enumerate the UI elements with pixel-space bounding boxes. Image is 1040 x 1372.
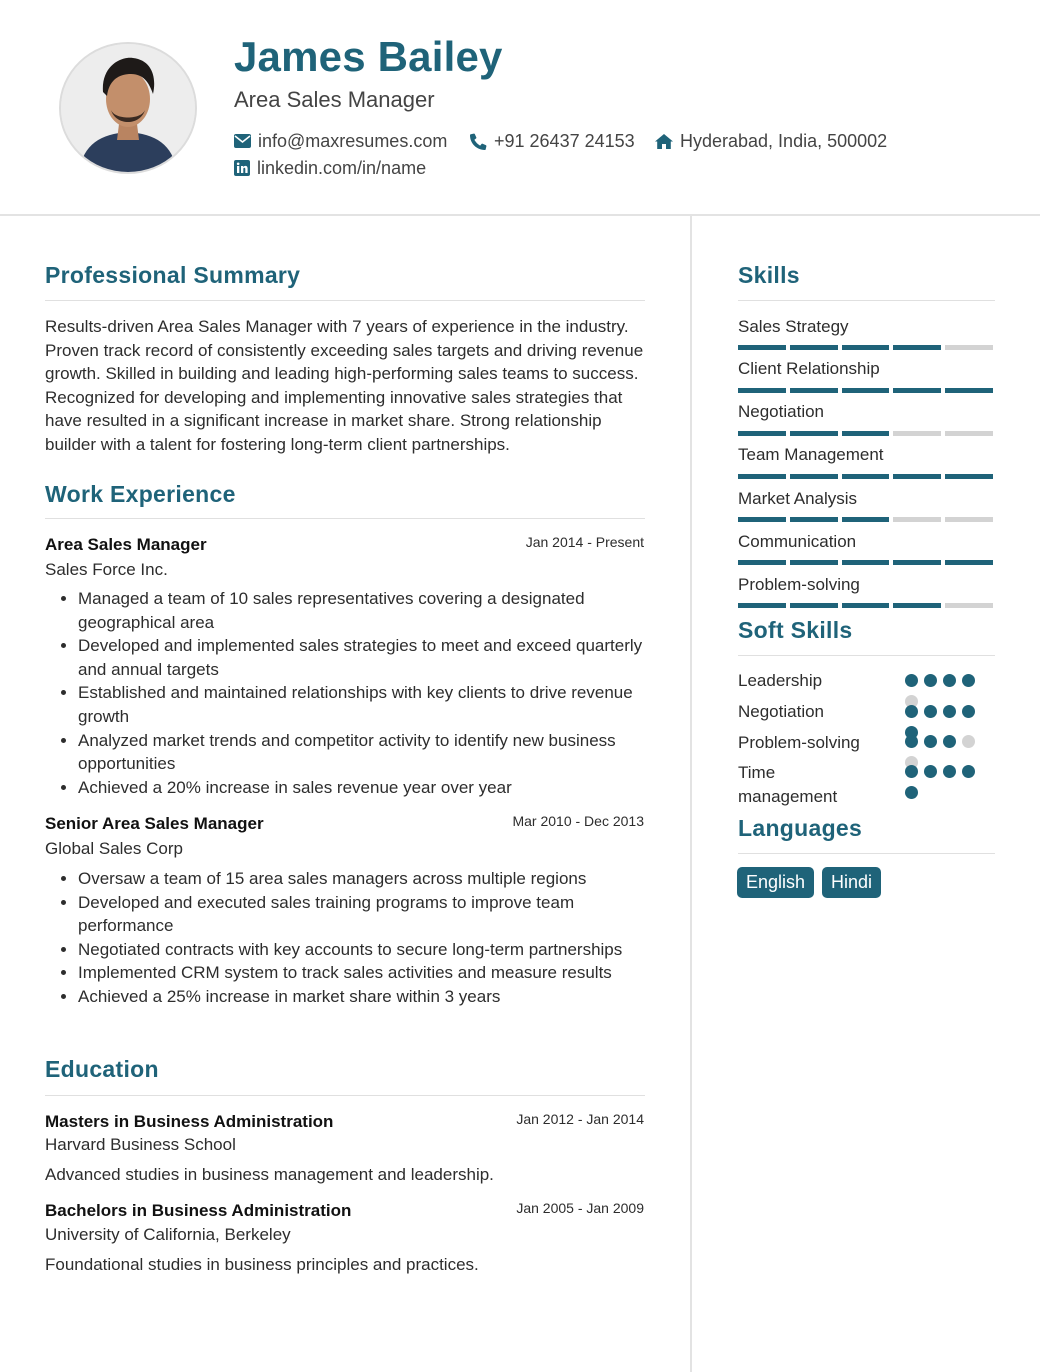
rating-dot [962,735,975,748]
job-bullet: • Achieved a 25% increase in market share within 3 years [78,985,648,1009]
column-divider [690,216,692,1372]
skill-bar-segment [945,560,993,565]
soft-skill-name: Negotiation [738,702,825,721]
soft-skills-rule [738,655,995,656]
skill-bar-segment [842,431,890,436]
job-title: Area Sales Manager [45,535,207,554]
degree-title: Bachelors in Business Administration [45,1201,352,1220]
school-name: University of California, Berkeley [45,1225,291,1244]
resume-header [0,0,1040,216]
languages-rule [738,853,995,854]
education-description: Advanced studies in business management and leadership. [45,1165,494,1184]
education-rule [45,1095,645,1096]
soft-skill-rating [905,765,979,799]
job-bullet: • Oversaw a team of 15 area sales managers across multiple regions [78,867,648,891]
job-bullet: • Negotiated contracts with key accounts to secure long-term partnerships [78,938,648,962]
rating-dot [962,705,975,718]
rating-dot [905,765,918,778]
skill-bar-segment [790,560,838,565]
skill-bar-segment [738,431,786,436]
job-bullet: • Developed and implemented sales strategies to meet and exceed quarterly and annual targets [78,634,648,681]
job-company: Sales Force Inc. [45,560,168,579]
rating-dot [905,674,918,687]
skill-bar-segment [790,474,838,479]
job-bullet: • Achieved a 20% increase in sales revenue year over year [78,776,648,800]
job-bullet: • Established and maintained relationships with key clients to drive revenue growth [78,681,648,728]
summary-heading: Professional Summary [45,262,301,288]
skill-bar-segment [738,388,786,393]
candidate-name: James Bailey [234,33,503,80]
education-description: Foundational studies in business principles and practices. [45,1255,479,1274]
contact-phone[interactable] [470,129,635,153]
rating-dot [924,735,937,748]
phone-icon [470,133,487,150]
skill-bar-segment [893,431,941,436]
skill-bar-segment [945,345,993,350]
summary-text: Results-driven Area Sales Manager with 7 years of experience in the industry. Proven track record of consistently exceeding sales targets and driving revenue growth. Skilled in building and leading high-performing sales teams to success. Recognized for developing and implementing innovative sales strategies that have resulted in a significant increase in market share. Strong relationship builder with a talent for fostering long-term client partnerships. [45,317,644,454]
rating-dot [924,765,937,778]
education-dates: Jan 2012 - Jan 2014 [516,1111,644,1127]
skill-bar-segment [738,474,786,479]
skill-bar-segment [842,474,890,479]
skill-name: Client Relationship [738,359,880,378]
skill-bar-segment [893,474,941,479]
phone-text: +91 26437 24153 [494,131,635,151]
rating-dot [943,765,956,778]
rating-dot [962,674,975,687]
rating-dot [924,705,937,718]
rating-dot [943,705,956,718]
contact-linkedin[interactable] [234,156,426,180]
email-text: info@maxresumes.com [258,131,448,151]
soft-skill-rating [905,705,979,739]
rating-dot [905,735,918,748]
soft-skill-name: Leadership [738,671,823,690]
skill-bar-segment [790,431,838,436]
candidate-role: Area Sales Manager [234,87,435,112]
skill-bar-segment [893,517,941,522]
skill-bar-segment [738,560,786,565]
job-bullets [45,587,648,799]
rating-dot [943,735,956,748]
summary-rule [45,300,645,301]
skill-bar-segment [945,431,993,436]
skill-name: Problem-solving [738,575,860,594]
education-heading: Education [45,1056,159,1082]
soft-skill-name: Time management [738,763,838,806]
job-title: Senior Area Sales Manager [45,814,264,833]
skill-bar-segment [842,603,890,608]
location-text: Hyderabad, India, 500002 [680,131,888,151]
skill-name: Sales Strategy [738,317,849,336]
soft-skill-rating [905,735,979,769]
languages-heading: Languages [738,815,863,841]
job-bullets [45,867,648,1009]
skill-name: Team Management [738,445,884,464]
job-bullet: • Implemented CRM system to track sales activities and measure results [78,961,648,985]
home-icon [655,134,673,149]
skill-bar-segment [945,517,993,522]
skill-name: Negotiation [738,402,825,421]
skill-bar-segment [893,388,941,393]
soft-skill-rating [905,674,979,708]
skills-heading: Skills [738,262,800,288]
experience-heading: Work Experience [45,481,236,507]
skill-bar-segment [842,345,890,350]
job-bullet: • Developed and executed sales training programs to improve team performance [78,891,648,938]
skill-bar-segment [842,517,890,522]
skill-bar-segment [945,474,993,479]
skill-bar-segment [790,517,838,522]
skill-bar-segment [893,603,941,608]
skill-bar [738,474,993,479]
soft-skill-name: Problem-solving [738,733,860,752]
skill-bar-segment [893,345,941,350]
skill-bar-segment [842,560,890,565]
rating-dot [943,674,956,687]
language-badge: English [737,867,814,898]
profile-photo [59,42,197,174]
skill-bar-segment [790,388,838,393]
rating-dot [905,786,918,799]
job-dates: Jan 2014 - Present [525,534,644,550]
rating-dot [905,705,918,718]
experience-rule [45,518,645,519]
soft-skills-heading: Soft Skills [738,617,853,643]
skill-bar-segment [893,560,941,565]
skill-bar-segment [790,603,838,608]
linkedin-icon [234,160,250,176]
job-company: Global Sales Corp [45,839,183,858]
skills-rule [738,300,995,301]
rating-dot [924,674,937,687]
skill-name: Communication [738,532,857,551]
skill-bar-segment [738,517,786,522]
contact-location [655,129,887,153]
skill-bar-segment [945,388,993,393]
skill-name: Market Analysis [738,489,858,508]
skill-bar-segment [945,603,993,608]
job-dates: Mar 2010 - Dec 2013 [512,813,644,829]
skill-bar-segment [842,388,890,393]
linkedin-text: linkedin.com/in/name [257,158,427,178]
degree-title: Masters in Business Administration [45,1112,334,1131]
job-bullet: • Analyzed market trends and competitor activity to identify new business opportunities [78,729,648,776]
contact-email[interactable] [234,129,447,153]
skill-bar-segment [790,345,838,350]
skill-bar [738,517,993,522]
skill-bar-segment [738,345,786,350]
rating-dot [962,765,975,778]
skill-bar [738,560,993,565]
envelope-icon [234,134,251,148]
job-bullet: • Managed a team of 10 sales representatives covering a designated geographical area [78,587,648,634]
education-dates: Jan 2005 - Jan 2009 [516,1200,644,1216]
school-name: Harvard Business School [45,1135,236,1154]
language-badge: Hindi [822,867,881,898]
skill-bar [738,431,993,436]
skill-bar [738,345,993,350]
skill-bar-segment [738,603,786,608]
skill-bar [738,388,993,393]
person-avatar-icon [61,44,195,172]
skill-bar [738,603,993,608]
